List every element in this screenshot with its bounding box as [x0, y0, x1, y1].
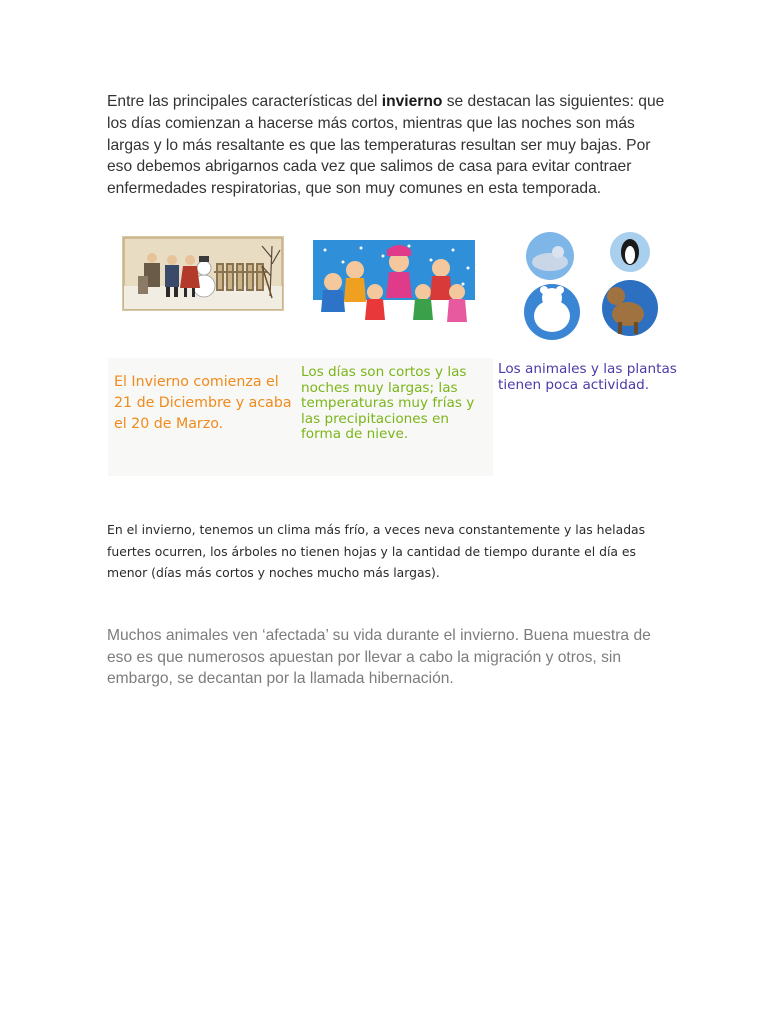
winter-snowman-children-image — [122, 236, 284, 311]
intro-bold-word: invierno — [381, 93, 443, 110]
caption-animals-plants: Los animales y las plantas tienen poca actividad. — [498, 361, 677, 393]
children-in-snow-image — [313, 240, 475, 332]
winter-animals-image — [514, 230, 672, 342]
caption-winter-dates: El Invierno comienza el 21 de Diciembre y acaba el 20 de Marzo. — [114, 374, 292, 432]
animals-winter-paragraph: Muchos animales ven ‘afectada’ su vida durante el invierno. Buena muestra de eso es que numerosos apuestan por llevar a cabo la migración y otros, sin embargo, se decantan por la llamada hibernación. — [107, 627, 651, 687]
winter-animals-illustration-icon — [514, 230, 672, 342]
winter-snowman-children-illustration-icon — [122, 236, 284, 311]
children-in-snow-illustration-icon — [313, 240, 475, 332]
intro-text-before: Entre las principales características del — [107, 93, 382, 110]
intro-paragraph — [107, 91, 667, 200]
caption-short-days: Los días son cortos y las noches muy largas; las temperaturas muy frías y las precipitaciones en forma de nieve. — [301, 364, 475, 443]
winter-climate-paragraph: En el invierno, tenemos un clima más frío, a veces neva constantemente y las heladas fuertes ocurren, los árboles no tienen hojas y la cantidad de tiempo durante el día es menor (días más cortos y noches mucho más largas). — [107, 522, 646, 580]
intro-text-after: se destacan las siguientes: que los días comienzan a hacerse más cortos, mientras que las noches son más largas y lo más resaltante es que las temperaturas resultan ser muy bajas. Por eso debemos abrigarnos cada vez que salimos de casa para evitar contraer enfermedades respiratorias, que son muy comunes en esta temporada. — [107, 93, 665, 198]
